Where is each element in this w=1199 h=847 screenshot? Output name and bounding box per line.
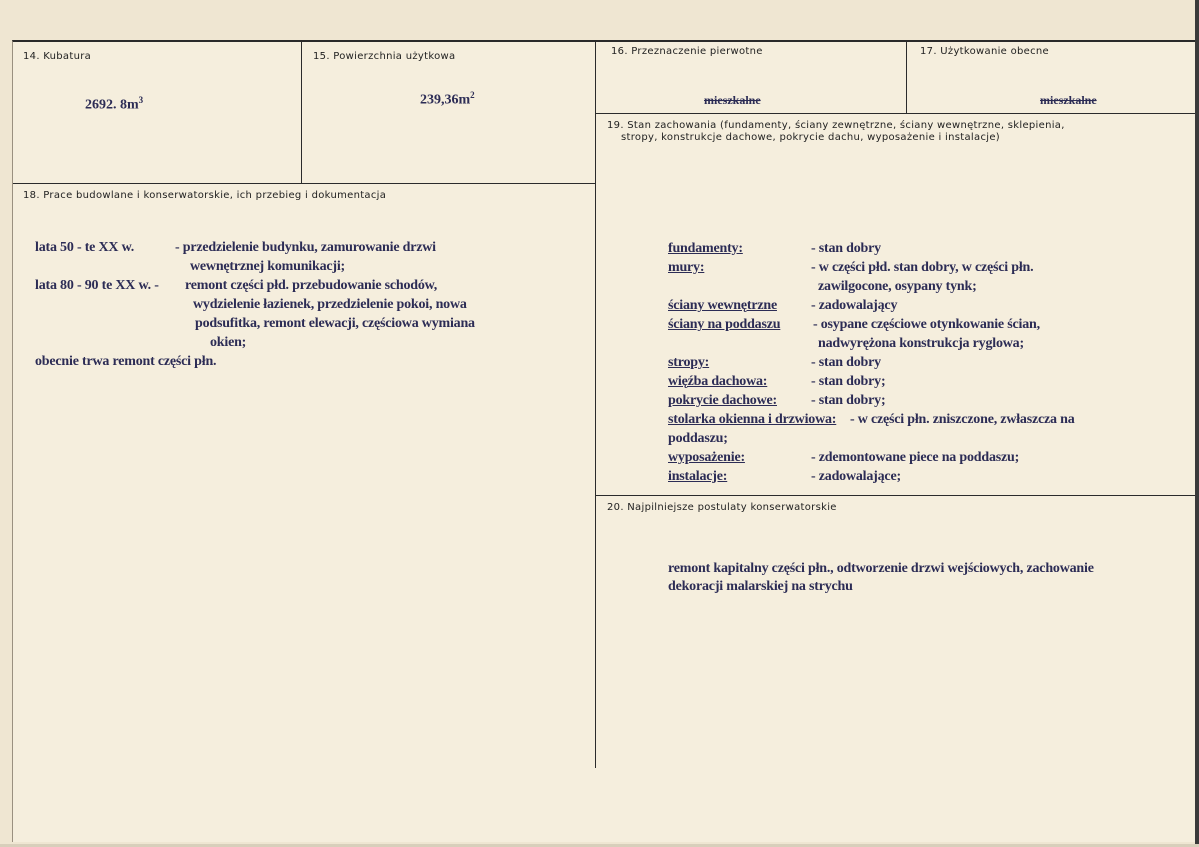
condition-value: - w części płn. zniszczone, zwłaszcza na [850, 412, 1075, 427]
card-edge-right [1195, 0, 1199, 847]
works-date: obecnie trwa remont części płn. [35, 354, 217, 369]
field-18-content [35, 240, 590, 380]
condition-value: - zadowalający [811, 298, 898, 313]
condition-value: - stan dobry; [811, 393, 886, 408]
divider-v-16-17 [906, 42, 907, 114]
divider-h-16-17 [596, 113, 1196, 114]
field-14-label: 14. Kubatura [23, 51, 92, 62]
condition-key: mury: [668, 260, 705, 275]
condition-key: ściany na poddaszu [668, 317, 781, 332]
condition-value: - w części płd. stan dobry, w części płn. [811, 260, 1034, 275]
condition-key: stropy: [668, 355, 710, 370]
divider-h-14-15 [13, 183, 596, 184]
field-20-content [668, 561, 1188, 595]
condition-value: poddaszu; [668, 431, 728, 446]
works-text: remont części płd. przebudowanie schodów, [185, 278, 438, 293]
condition-value: - stan dobry; [811, 374, 886, 389]
condition-key: pokrycie dachowe: [668, 393, 777, 408]
condition-value: - osypane częściowe otynkowanie ścian, [813, 317, 1040, 332]
field-20-line1: remont kapitalny części płn., odtworzenie drzwi wejściowych, zachowanie [668, 561, 1094, 576]
field-19-label: 19. Stan zachowania (fundamenty, ściany zewnętrzne, ściany wewnętrzne, sklepienia, stropy, konstrukcje dachowe, pokrycie dachu, wyposażenie i instalacje) [607, 120, 1065, 143]
works-date: lata 50 - te XX w. [35, 240, 135, 255]
condition-value: zawilgocone, osypany tynk; [818, 279, 977, 294]
field-15-value: $239,36m^2$ [420, 90, 475, 108]
condition-value: - zdemontowane piece na poddaszu; [811, 450, 1020, 465]
field-19-content [668, 241, 1193, 491]
field-14-value: 2692. $8m^3$ [85, 95, 144, 113]
works-text: wewnętrznej komunikacji; [190, 259, 346, 274]
field-18-label: 18. Prace budowlane i konserwatorskie, ich przebieg i dokumentacja [23, 190, 387, 201]
divider-h-19-20 [596, 495, 1196, 496]
field-16-label: 16. Przeznaczenie pierwotne [611, 46, 763, 57]
field-17-value: mieszkalne [1040, 93, 1097, 107]
condition-key: instalacje: [668, 469, 728, 484]
field-15-label: 15. Powierzchnia użytkowa [313, 51, 456, 62]
condition-key: stolarka okienna i drzwiowa: [668, 412, 837, 427]
record-card [12, 40, 1196, 842]
works-text: podsufitka, remont elewacji, częściowa wymiana [195, 316, 475, 331]
condition-key: fundamenty: [668, 241, 743, 256]
condition-value: - stan dobry [811, 355, 881, 370]
condition-key: ściany wewnętrzne [668, 298, 777, 313]
divider-v-center [595, 42, 596, 768]
condition-value: - zadowalające; [811, 469, 901, 484]
field-20-line2: dekoracji malarskiej na strychu [668, 579, 853, 594]
condition-value: nadwyrężona konstrukcja ryglowa; [818, 336, 1024, 351]
condition-key: więźba dachowa: [668, 374, 768, 389]
works-text: wydzielenie łazienek, przedzielenie pokoi, nowa [193, 297, 467, 312]
field-16-value: mieszkalne [704, 93, 761, 107]
field-17-label: 17. Użytkowanie obecne [920, 46, 1050, 57]
condition-value: - stan dobry [811, 241, 881, 256]
divider-v-14-15 [301, 42, 302, 184]
works-date: lata 80 - 90 te XX w. - [35, 278, 159, 293]
field-20-label: 20. Najpilniejsze postulaty konserwatorskie [607, 502, 837, 513]
condition-key: wyposażenie: [668, 450, 745, 465]
works-text: okien; [210, 335, 247, 350]
works-text: - przedzielenie budynku, zamurowanie drzwi [175, 240, 436, 255]
